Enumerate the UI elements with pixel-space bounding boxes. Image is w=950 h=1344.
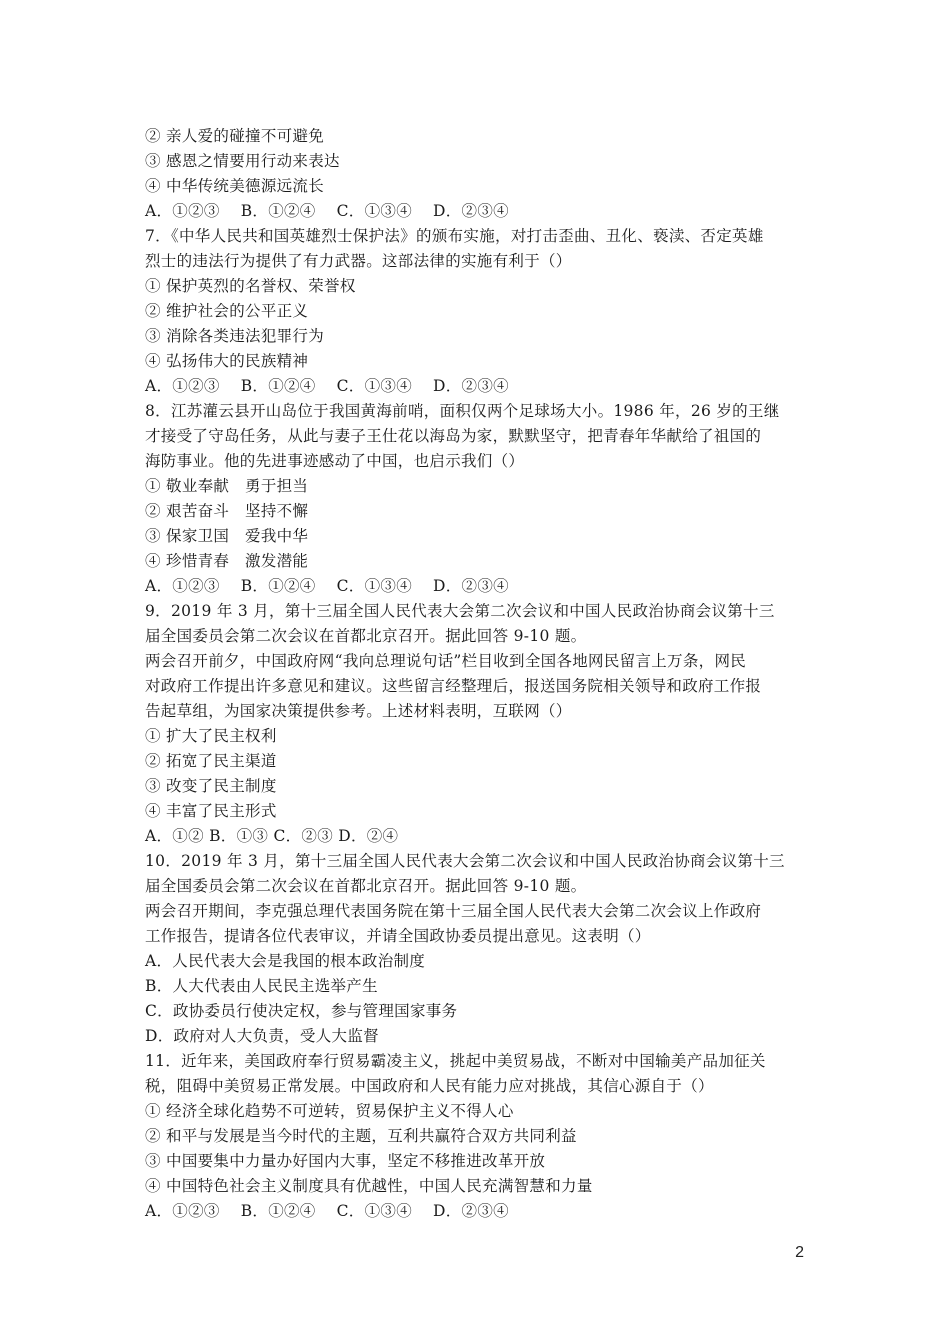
option-line: C．政协委员行使决定权，参与管理国家事务 <box>145 1002 458 1020</box>
text-line: ③ 中国要集中力量办好国内大事，坚定不移推进改革开放 <box>145 1152 546 1170</box>
text-line: ③ 消除各类违法犯罪行为 <box>145 327 325 345</box>
text-line: ① 经济全球化趋势不可逆转，贸易保护主义不得人心 <box>145 1102 514 1120</box>
question-11-stem: 税，阻碍中美贸易正常发展。中国政府和人民有能力应对挑战，其信心源自于（） <box>145 1077 714 1095</box>
option-line: B．人大代表由人民民主选举产生 <box>145 977 378 995</box>
text-line: ② 和平与发展是当今时代的主题，互利共赢符合双方共同利益 <box>145 1127 577 1145</box>
question-9-stem: 9．2019 年 3 月，第十三届全国人民代表大会第二次会议和中国人民政治协商会议第十三 <box>145 602 775 620</box>
question-10-stem: 届全国委员会第二次会议在首都北京召开。据此回答 9-10 题。 <box>145 877 587 895</box>
question-9-material: 告起草组，为国家决策提供参考。上述材料表明，互联网（） <box>145 702 572 720</box>
text-line: ② 拓宽了民主渠道 <box>145 752 277 770</box>
text-line: ④ 丰富了民主形式 <box>145 802 277 820</box>
text-line: ④ 中华传统美德源远流长 <box>145 177 325 195</box>
text-line: ④ 弘扬伟大的民族精神 <box>145 352 309 370</box>
question-8-stem: 海防事业。他的先进事迹感动了中国，也启示我们（） <box>145 452 525 470</box>
option-line: D．政府对人大负责，受人大监督 <box>145 1027 379 1045</box>
question-9-stem: 届全国委员会第二次会议在首都北京召开。据此回答 9-10 题。 <box>145 627 587 645</box>
question-9-material: 对政府工作提出许多意见和建议。这些留言经整理后，报送国务院相关领导和政府工作报 <box>145 677 762 695</box>
question-9-material: 两会召开前夕，中国政府网“我向总理说句话”栏目收到全国各地网民留言上万条，网民 <box>145 652 747 670</box>
question-8-stem: 才接受了守岛任务，从此与妻子王仕花以海岛为家，默默坚守，把青春年华献给了祖国的 <box>145 427 762 445</box>
question-7-stem: 7．《中华人民共和国英雄烈士保护法》的颁布实施，对打击歪曲、丑化、亵渎、否定英雄 <box>145 227 764 245</box>
question-10-stem: 10．2019 年 3 月，第十三届全国人民代表大会第二次会议和中国人民政治协商会议第十三 <box>145 852 785 870</box>
text-line: ③ 改变了民主制度 <box>145 777 277 795</box>
text-line: ② 维护社会的公平正义 <box>145 302 309 320</box>
question-10-material: 两会召开期间，李克强总理代表国务院在第十三届全国人民代表大会第二次会议上作政府 <box>145 902 762 920</box>
page-number: 2 <box>795 1244 804 1261</box>
question-11-stem: 11．近年来，美国政府奉行贸易霸凌主义，挑起中美贸易战，不断对中国输美产品加征关 <box>145 1052 766 1070</box>
text-line: ① 保护英烈的名誉权、荣誉权 <box>145 277 356 295</box>
answer-options: A．①②③ B．①②④ C．①③④ D．②③④ <box>145 377 509 395</box>
answer-options: A．①②③ B．①②④ C．①③④ D．②③④ <box>145 577 509 595</box>
document-body <box>145 124 810 1224</box>
text-line: ③ 保家卫国 爱我中华 <box>145 527 309 545</box>
answer-options: A．①② B．①③ C．②③ D．②④ <box>145 827 399 845</box>
question-10-material: 工作报告，提请各位代表审议，并请全国政协委员提出意见。这表明（） <box>145 927 651 945</box>
text-line: ② 亲人爱的碰撞不可避免 <box>145 127 325 145</box>
text-line: ④ 珍惜青春 激发潜能 <box>145 552 309 570</box>
text-line: ① 扩大了民主权利 <box>145 727 277 745</box>
answer-options: A．①②③ B．①②④ C．①③④ D．②③④ <box>145 202 509 220</box>
text-line: ② 艰苦奋斗 坚持不懈 <box>145 502 309 520</box>
text-line: ④ 中国特色社会主义制度具有优越性，中国人民充满智慧和力量 <box>145 1177 593 1195</box>
answer-options: A．①②③ B．①②④ C．①③④ D．②③④ <box>145 1202 509 1220</box>
text-line: ① 敬业奉献 勇于担当 <box>145 477 309 495</box>
question-8-stem: 8．江苏灌云县开山岛位于我国黄海前哨，面积仅两个足球场大小。1986 年，26 岁的王继 <box>145 402 780 420</box>
question-7-stem: 烈士的违法行为提供了有力武器。这部法律的实施有利于（） <box>145 252 572 270</box>
option-line: A．人民代表大会是我国的根本政治制度 <box>145 952 426 970</box>
text-line: ③ 感恩之情要用行动来表达 <box>145 152 340 170</box>
